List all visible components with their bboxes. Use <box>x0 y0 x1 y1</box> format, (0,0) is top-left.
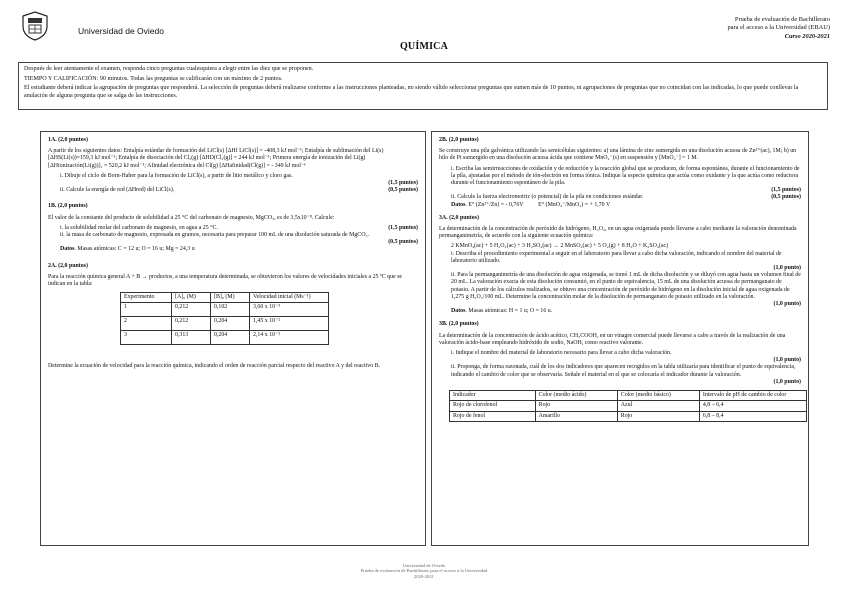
question-item: ii. Para la permanganimetría de una disolución de agua oxigenada, se tomó 1 mL de dicha disolución y se diluyó con agua hasta un volumen final de 20 mL. La valoración exacta de esta disolución consumió, en el punto de equivalencia, 15 mL de una disolución acuosa de permanganato de potasio. A partir de los cálculos realizados, se obtuvo una concentración de peróxido de hidrógeno en la disolución inicial de agua oxigenada de 1,275 g H₂O₂/100 mL. Determine la concentración molar de la disolución de permanganato de potasio utilizado en la valoración. <box>451 272 801 300</box>
table-cell: 1 <box>121 303 172 317</box>
points-row <box>439 301 801 308</box>
exam-course: Curso 2020-2021 <box>784 32 830 40</box>
table-header-cell: Intervalo de pH de cambio de color <box>699 391 806 401</box>
question-2a <box>48 263 418 371</box>
question-1a <box>48 137 418 194</box>
question-title: 2A. (2,0 puntos) <box>48 262 88 269</box>
question-1b <box>48 203 418 253</box>
question-3a <box>439 215 801 316</box>
exam-info <box>727 16 830 41</box>
points-label: (1,0 punto) <box>773 378 801 385</box>
table-cell: 0,204 <box>211 317 250 331</box>
data-text: . E° (Zn²⁺/Zn) = - 0,76V E° (MnO₄⁻/MnO₂) = + 1,70 V <box>465 201 611 208</box>
table-cell: Rojo <box>617 411 699 421</box>
question-item: i. Indique el nombre del material de laboratorio necesario para llevar a cabo dicha valoración. <box>451 350 672 357</box>
question-item: i. Dibuje el ciclo de Born-Haber para la formación de LiCl(s), a partir de litio metálico y cloro gas. <box>60 172 293 179</box>
table-header-cell: Color (medio ácido) <box>535 391 617 401</box>
question-text: Se construye una pila galvánica utilizando las semicélulas siguientes: a) una lámina de zinc sumergida en una disolución acuosa de Zn²⁺(ac), 1M; b) un hilo de Pt sumergido en una disolución acuosa ácida que contiene MnO₄⁻(s) en suspensión y [MnO₄⁻] = 1 M. <box>439 148 797 162</box>
data-label: Datos <box>451 201 466 208</box>
points-row <box>48 239 418 246</box>
university-logo <box>18 10 52 42</box>
question-item: ii. la masa de carbonato de magnesio, expresada en gramos, necesaria para preparar 100 mL de una disolución saturada de MgCO₃. <box>60 232 370 239</box>
table-cell: 3,60 x 10⁻³ <box>250 303 329 317</box>
table-cell: 2,14 x 10⁻² <box>250 331 329 345</box>
points-label: (1,5 puntos) <box>771 187 801 194</box>
question-title: 3B. (2,0 puntos) <box>439 321 479 328</box>
points-label: (0,5 puntos) <box>388 187 418 194</box>
question-item: i. Describa el procedimiento experimental a seguir en el laboratorio para llevar a cabo dicha valoración, indicando el nombre del material de laboratorio utilizado. <box>451 250 782 264</box>
points-label: (1,0 punto) <box>773 265 801 272</box>
question-item-row <box>60 187 418 194</box>
left-question-column <box>40 131 426 546</box>
table-cell: 3 <box>121 331 172 345</box>
question-item-row <box>60 225 418 232</box>
table-row <box>121 331 329 345</box>
table-header-cell: Color (medio básico) <box>617 391 699 401</box>
question-item: ii. Proponga, de forma razonada, cuál de los dos indicadores que aparecen recogidos en la tabla utilizaría para identificar el punto de equivalencia, indicando el cambio de color que se observaría. Señale el material en el que se colocaría el indicador durante la valoración. <box>451 364 796 378</box>
question-text: Para la reacción química general A + B → productos, a una temperatura determinada, se obtuvieron los valores de velocidades iniciales a 25 ºC que se indican en la tabla: <box>48 273 403 288</box>
question-item: ii. Calcule la energía de red (ΔHred) del LiCl(s). <box>60 187 175 194</box>
data-text: . Masas atómicas: C = 12 u; O = 16 u; Mg = 24,3 u <box>74 246 195 253</box>
points-label: (1,0 punto) <box>773 301 801 308</box>
right-question-column <box>431 131 809 546</box>
exam-info-line1: Prueba de evaluación de Bachillerato <box>734 16 830 23</box>
question-title: 1A. (2,0 puntos) <box>48 137 88 143</box>
question-3b <box>439 321 801 421</box>
question-text: A partir de los siguientes datos: Entalpía estándar de formación del LiCl(s) [ΔHf LiCl(s)] = -408,3 kJ mol⁻¹; Entalpía de sublimación del Li(s) [ΔHS(Li(s))=159,3 kJ mol⁻¹; Entalpía de disociación del Cl₂(g) [ΔHD(Cl₂(g)] = 244 kJ mol⁻¹; Primera energía de ionización del Li(g) [ΔHionización(Li(g))]₁ = 520,2 kJ mol⁻¹; Afinidad electrónica del Cl(g) [ΔHafinidad(Cl(g)] = - 349 kJ mol⁻¹ <box>48 148 384 169</box>
table-header-cell: [B]₀ (M) <box>211 293 250 303</box>
table-row <box>450 411 807 421</box>
table-cell: Azul <box>617 401 699 411</box>
exam-subject-title: QUÍMICA <box>399 41 449 52</box>
data-line <box>451 308 801 315</box>
page-footer <box>0 563 848 579</box>
indicator-table <box>449 390 807 422</box>
university-name: Universidad de Oviedo <box>78 26 164 36</box>
question-2b <box>439 137 801 209</box>
instructions-p3: El estudiante deberá indicar la agrupación de preguntas que responderá. La selección de preguntas deberá realizarse conforme a las instrucciones planteadas, no siendo válido seleccionar preguntas que sumen más de 10 puntos, ni agrupaciones de preguntas que no coincidan con las indicadas, lo que puede conllevar la anulación de alguna pregunta que se salga de las instrucciones. <box>24 85 799 99</box>
table-row <box>121 303 329 317</box>
table-cell: 0,204 <box>211 331 250 345</box>
table-cell: Amarillo <box>535 411 617 421</box>
table-cell: Rojo de clorofenol <box>450 401 536 411</box>
table-cell: 0,102 <box>211 303 250 317</box>
table-header-cell: [A]₀ (M) <box>172 293 211 303</box>
question-item-row <box>451 194 801 201</box>
table-row <box>450 401 807 411</box>
points-label: (1,5 puntos) <box>388 224 418 231</box>
question-item: ii. Calcule la fuerza electromotriz (o potencial) de la pila en condiciones estándar. <box>451 194 644 201</box>
data-label: Datos <box>451 308 466 315</box>
instructions-box <box>18 62 828 110</box>
data-label: Datos <box>60 246 75 253</box>
table-header-cell: Indicador <box>450 391 536 401</box>
table-cell: 0,212 <box>172 303 211 317</box>
question-text: La determinación de la concentración de ácido acético, CH₃COOH, en un vinagre comercial puede llevarse a cabo a través de la realización de una valoración ácido-base empleando hidróxido de sodio, NaOH, como reactivo valorante. <box>439 332 786 346</box>
points-label: (1,0 punto) <box>773 357 801 364</box>
table-cell: 1,45 x 10⁻² <box>250 317 329 331</box>
question-item: i. Escriba las semirreacciones de oxidación y de reducción y la reacción global que se producen, de forma espontánea, durante el funcionamiento de la pila, ajustadas por el método de ión-electrón en forma iónica. Indique la especie química que actúa como oxidante y la que actúa como reductora durante el funcionamiento espontáneo de la pila. <box>451 165 800 187</box>
instructions-p2: TIEMPO Y CALIFICACIÓN: 90 minutos. Todas las preguntas se calificarán con un máximo de 2 puntos. <box>24 75 283 82</box>
points-label: (0,5 puntos) <box>771 194 801 201</box>
table-cell: 2 <box>121 317 172 331</box>
points-label: (0,5 puntos) <box>388 239 418 246</box>
table-cell: 0,212 <box>172 317 211 331</box>
table-header-row <box>121 293 329 303</box>
data-line <box>451 202 801 209</box>
table-header-row <box>450 391 807 401</box>
table-cell: 4,8 – 6,4 <box>699 401 806 411</box>
data-line <box>60 246 418 253</box>
points-row <box>439 379 801 386</box>
table-header-cell: Velocidad inicial (Ms⁻¹) <box>250 293 329 303</box>
footer-line1: Universidad de Oviedo <box>402 563 446 568</box>
kinetics-table <box>120 292 329 345</box>
table-cell: 6,8 – 8,4 <box>699 411 806 421</box>
question-text: El valor de la constante del producto de solubilidad a 25 °C del carbonato de magnesio, MgCO₃, es de 3,5x10⁻⁸. Calcule: <box>48 214 335 221</box>
question-text: La determinación de la concentración de peróxido de hidrógeno, H₂O₂, en un agua oxigenada puede llevarse a cabo mediante la valoración denominada permanganimetría, de acuerdo con la siguiente ecuación química: <box>439 226 797 240</box>
question-text: Determine la ecuación de velocidad para la reacción química, indicando el orden de reacción parcial respecto del reactivo A y del reactivo B. <box>48 363 381 370</box>
question-item: i. la solubilidad molar del carbonato de magnesio, en agua a 25 °C. <box>60 224 218 231</box>
question-title: 3A. (2,0 puntos) <box>439 214 479 221</box>
table-cell: Rojo de fenol <box>450 411 536 421</box>
exam-info-line2: para el acceso a la Universidad (EBAU) <box>727 24 830 32</box>
table-cell: 0,313 <box>172 331 211 345</box>
question-title: 2B. (2,0 puntos) <box>439 137 479 143</box>
data-text: . Masas atómicas: H = 1 u; O = 16 u. <box>465 308 553 315</box>
points-label: (1,5 puntos) <box>388 180 418 187</box>
table-row <box>121 317 329 331</box>
footer-line2: Prueba de evaluación de Bachillerato para el acceso a la Universidad <box>360 568 488 574</box>
question-title: 1B. (2,0 puntos) <box>48 203 88 210</box>
instructions-p1: Después de leer atentamente el examen, responda cinco preguntas cualesquiera a elegir entre las diez que se proponen. <box>24 66 314 72</box>
chemical-equation: 2 KMnO₄(ac) + 5 H₂O₂(ac) + 3 H₂SO₄(ac) → 2 MnSO₄(ac) + 5 O₂(g) + 8 H₂O + K₂SO₄(ac) <box>451 243 669 250</box>
table-header-cell: Experimento <box>121 293 172 303</box>
footer-line3: 2020-2021 <box>414 573 434 579</box>
table-cell: Rojo <box>535 401 617 411</box>
